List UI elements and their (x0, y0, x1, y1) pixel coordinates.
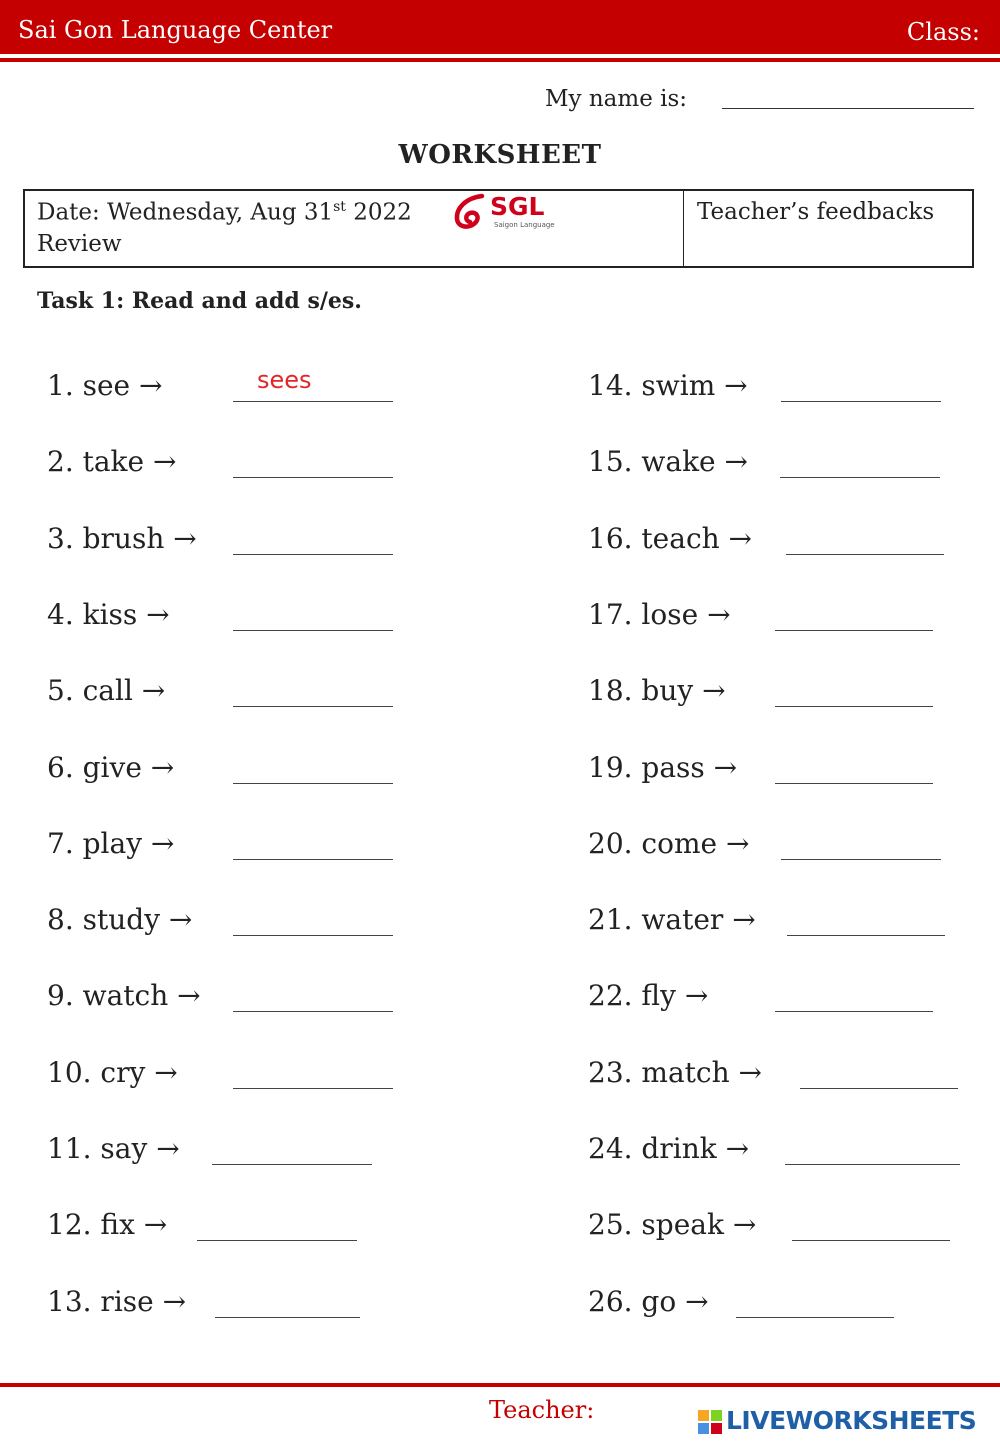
exercise-word: 26. go → (588, 1285, 709, 1318)
answer-blank[interactable] (233, 554, 393, 555)
answer-blank[interactable] (787, 935, 945, 936)
answer-blank[interactable] (233, 1011, 393, 1012)
topic-text: Review (37, 231, 122, 257)
exercise-item (47, 366, 312, 402)
answer-blank[interactable] (233, 859, 393, 860)
worksheet-title: WORKSHEET (398, 140, 602, 170)
exercise-item (47, 599, 170, 631)
liveworksheets-icon (698, 1410, 722, 1434)
answer-blank[interactable] (781, 859, 941, 860)
answer-blank[interactable] (233, 401, 393, 402)
exercise-word: 3. brush → (47, 522, 197, 555)
answer-blank[interactable] (780, 477, 940, 478)
name-input-line[interactable] (722, 108, 974, 109)
exercise-item (47, 1133, 180, 1165)
exercise-item (588, 980, 708, 1012)
exercise-item (47, 1209, 167, 1241)
answer-blank[interactable] (233, 477, 393, 478)
feedback-label: Teacher’s feedbacks (697, 199, 935, 225)
info-divider (683, 191, 684, 266)
exercise-word: 17. lose → (588, 598, 731, 631)
exercise-item (588, 1209, 756, 1241)
exercise-word: 20. come → (588, 827, 750, 860)
answer-blank[interactable] (233, 630, 393, 631)
exercise-item (588, 1133, 749, 1165)
sgl-swoosh-icon (452, 192, 488, 232)
class-label: Class: (906, 18, 980, 46)
exercise-word: 22. fly → (588, 979, 709, 1012)
exercise-word: 21. water → (588, 903, 756, 936)
header-rule (0, 58, 1000, 62)
exercise-item (47, 523, 197, 555)
exercise-item (47, 828, 174, 860)
answer-blank[interactable] (786, 554, 944, 555)
center-name: Sai Gon Language Center (18, 16, 333, 44)
exercise-item (47, 752, 174, 784)
answer-blank[interactable] (775, 1011, 933, 1012)
answer-blank[interactable] (197, 1240, 357, 1241)
exercise-word: 18. buy → (588, 674, 726, 707)
answer-blank[interactable] (775, 706, 933, 707)
exercise-item (47, 446, 176, 478)
answer-blank[interactable] (212, 1164, 372, 1165)
exercise-item (588, 370, 748, 402)
exercise-word: 15. wake → (588, 445, 748, 478)
task-title: Task 1: Read and add s/es. (37, 288, 362, 314)
exercise-word: 14. swim → (588, 369, 748, 402)
exercise-word: 7. play → (47, 827, 175, 860)
exercise-item (47, 904, 192, 936)
exercise-word: 4. kiss → (47, 598, 170, 631)
exercise-item (588, 1057, 762, 1089)
exercise-word: 5. call → (47, 674, 166, 707)
footer-rule (0, 1383, 1000, 1387)
exercise-item (47, 1057, 178, 1089)
answer-blank[interactable] (215, 1317, 360, 1318)
answer-blank[interactable] (233, 1088, 393, 1089)
exercise-item (588, 599, 731, 631)
answer-blank[interactable] (233, 935, 393, 936)
exercise-word: 6. give → (47, 751, 175, 784)
answer-blank[interactable] (233, 783, 393, 784)
exercise-item (47, 980, 201, 1012)
exercise-item (588, 904, 756, 936)
answer-blank[interactable] (792, 1240, 950, 1241)
answer-blank[interactable] (736, 1317, 894, 1318)
exercise-word: 11. say → (47, 1132, 180, 1165)
answer-blank[interactable] (785, 1164, 960, 1165)
exercise-item (588, 675, 726, 707)
liveworksheets-brand: LIVEWORKSHEETS (726, 1406, 977, 1435)
exercise-word: 24. drink → (588, 1132, 750, 1165)
exercise-item (47, 1286, 186, 1318)
logo-text: SGL (490, 192, 545, 221)
answer-blank[interactable] (775, 783, 933, 784)
exercise-item (47, 675, 165, 707)
exercise-word: 13. rise → (47, 1285, 187, 1318)
answer-blank[interactable] (800, 1088, 958, 1089)
exercise-word: 10. cry → (47, 1056, 178, 1089)
logo-subtext: Saigon Language (494, 221, 555, 229)
exercise-word: 19. pass → (588, 751, 738, 784)
answer-blank[interactable] (775, 630, 933, 631)
exercise-word: 1. see → (47, 369, 163, 402)
exercise-item (588, 752, 737, 784)
sgl-logo (452, 192, 562, 232)
answer-blank[interactable] (781, 401, 941, 402)
exercise-item (588, 523, 752, 555)
exercise-word: 23. match → (588, 1056, 763, 1089)
exercise-item (588, 1286, 709, 1318)
teacher-label: Teacher: (489, 1396, 595, 1424)
header-bar (0, 0, 1000, 54)
exercise-word: 9. watch → (47, 979, 201, 1012)
exercise-word: 12. fix → (47, 1208, 168, 1241)
exercise-word: 25. speak → (588, 1208, 757, 1241)
name-label: My name is: (545, 86, 688, 112)
exercise-item (588, 446, 748, 478)
answer-blank[interactable] (233, 706, 393, 707)
exercise-word: 2. take → (47, 445, 177, 478)
answer-text: sees (257, 366, 312, 394)
exercise-item (588, 828, 749, 860)
exercise-word: 16. teach → (588, 522, 753, 555)
date-text: Date: Wednesday, Aug 31st 2022 (37, 199, 412, 226)
exercise-word: 8. study → (47, 903, 193, 936)
